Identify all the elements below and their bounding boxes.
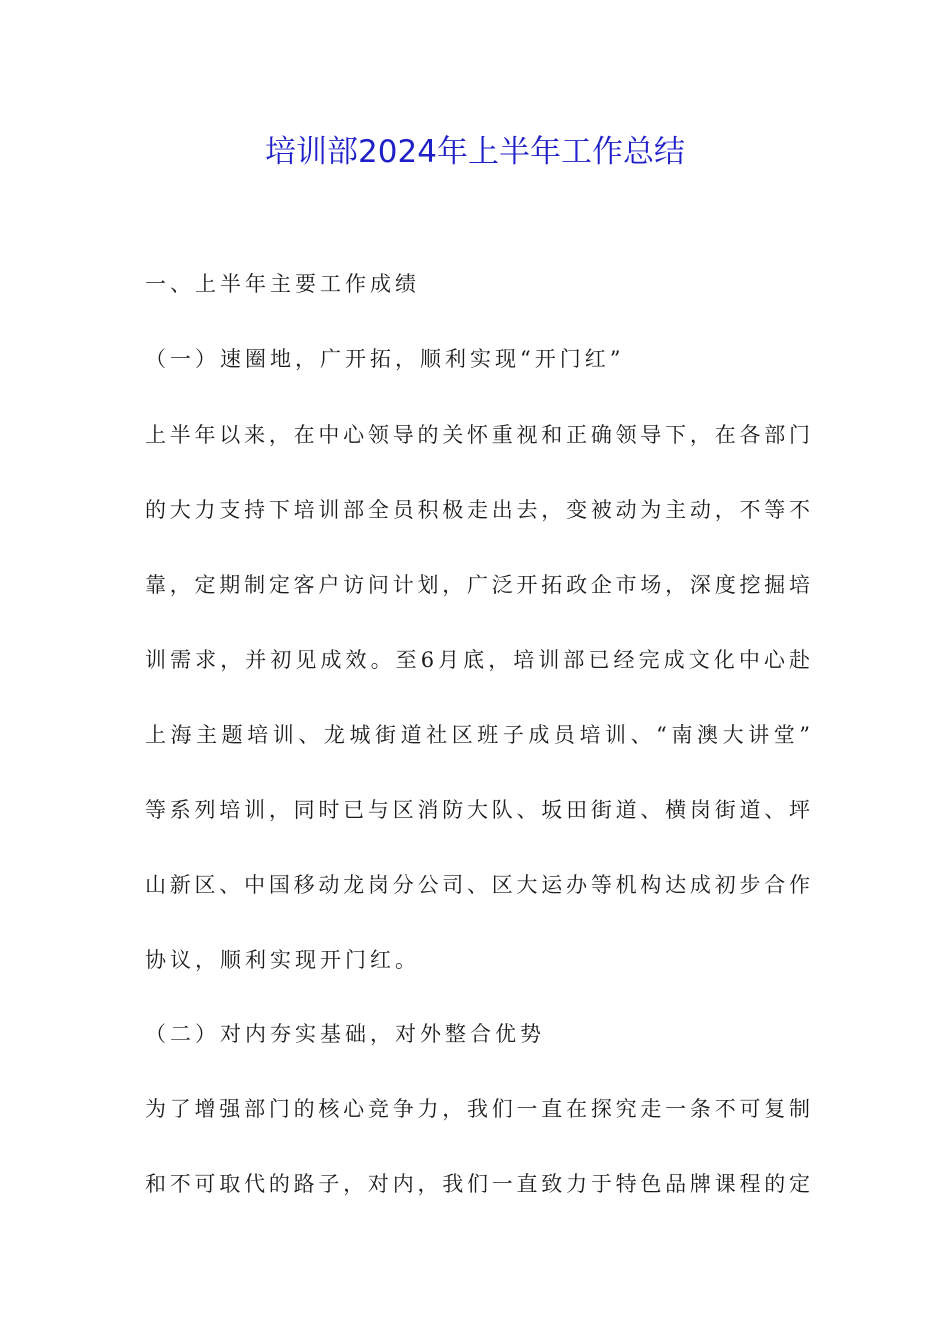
document-title: 培训部2024年上半年工作总结: [265, 134, 685, 170]
paragraph-line: 训需求，并初见成效。至6月底，培训部已经完成文化中心赴: [145, 648, 810, 672]
paragraph-line-last: 协议，顺利实现开门红。: [145, 948, 420, 972]
paragraph-line: 上海主题培训、龙城街道社区班子成员培训、“南澳大讲堂”: [145, 723, 810, 747]
paragraph-line: 等系列培训，同时已与区消防大队、坂田街道、横岗街道、坪: [145, 798, 810, 822]
subsection-heading-2: （二）对内夯实基础，对外整合优势: [145, 1022, 545, 1046]
section-heading-1: 一、上半年主要工作成绩: [145, 272, 420, 296]
paragraph-line: 上半年以来，在中心领导的关怀重视和正确领导下，在各部门: [145, 423, 810, 447]
paragraph-line: 山新区、中国移动龙岗分公司、区大运办等机构达成初步合作: [145, 873, 810, 897]
paragraph-line: 的大力支持下培训部全员积极走出去，变被动为主动，不等不: [145, 498, 810, 522]
paragraph-line: 靠，定期制定客户访问计划，广泛开拓政企市场，深度挖掘培: [145, 573, 810, 597]
subsection-heading-1: （一）速圈地，广开拓，顺利实现“开门红”: [145, 347, 625, 371]
paragraph-line: 为了增强部门的核心竞争力，我们一直在探究走一条不可复制: [145, 1097, 810, 1121]
paragraph-line: 和不可取代的路子，对内，我们一直致力于特色品牌课程的定: [145, 1172, 810, 1196]
